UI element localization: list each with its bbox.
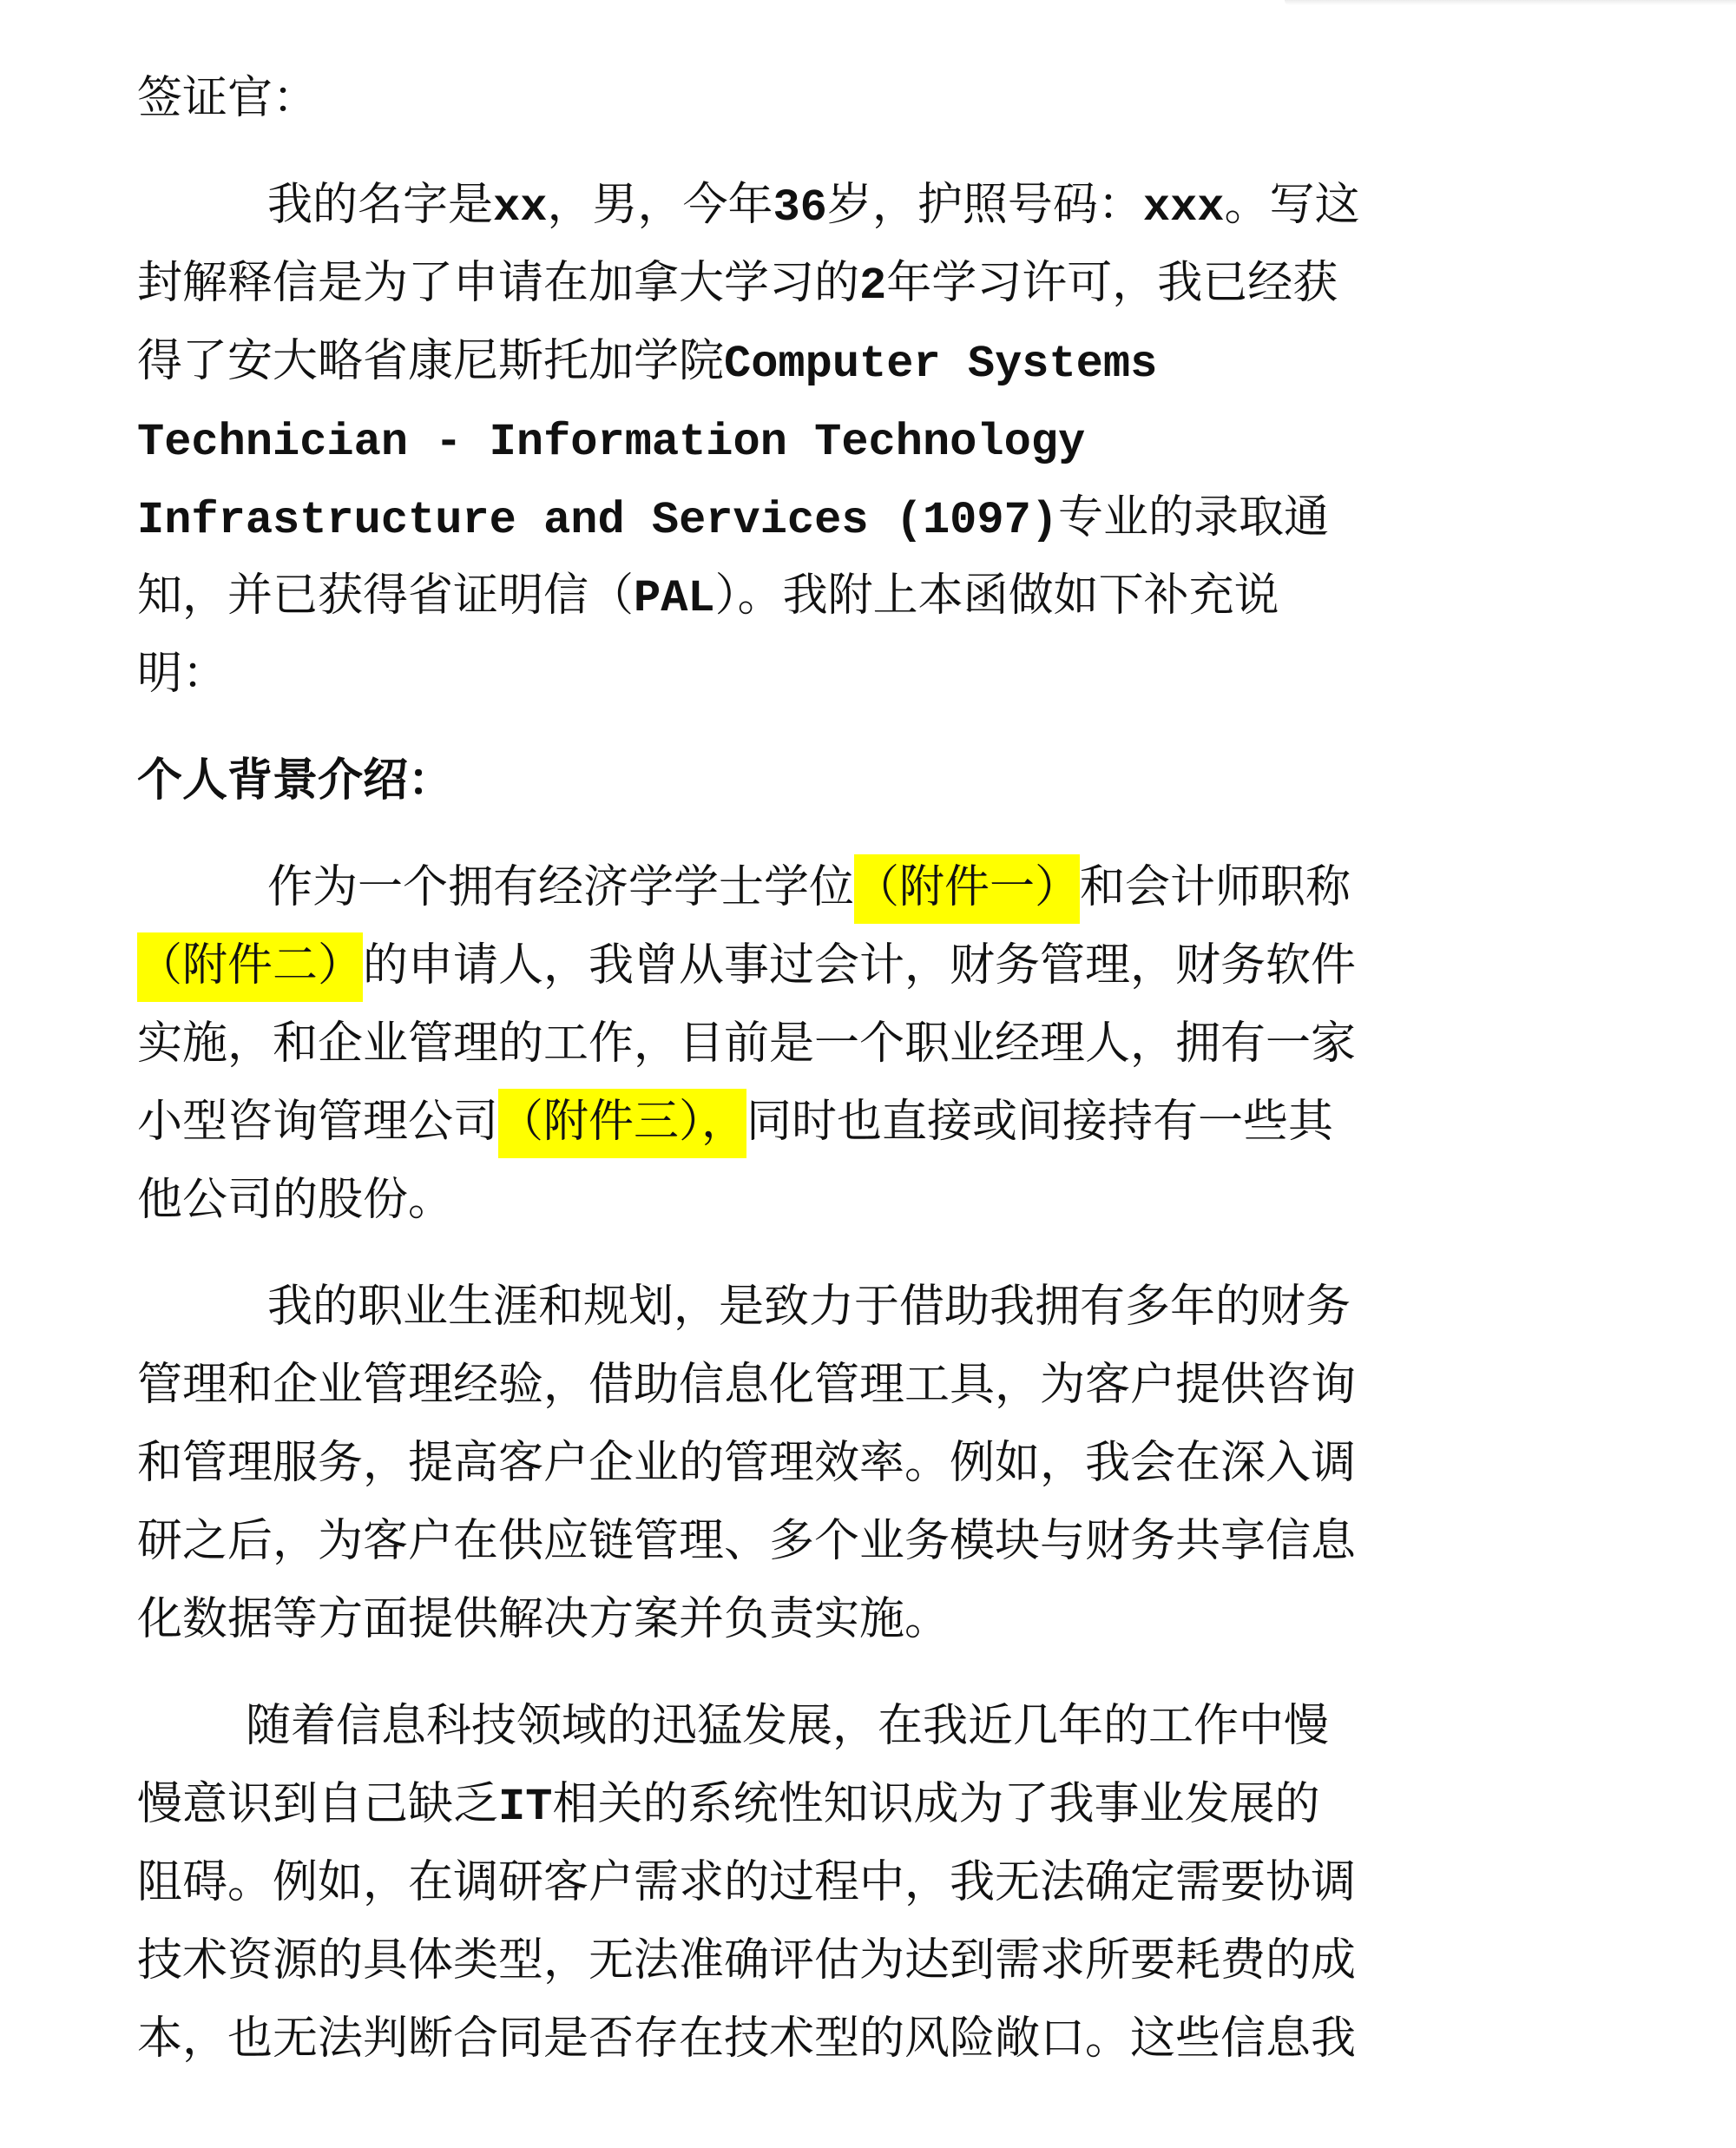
text-segment: 技术资源的具体类型，无法准确评估为达到需求所要耗费的成 <box>137 1934 1357 1987</box>
text-line <box>137 557 1595 635</box>
text-line <box>137 1580 1595 1658</box>
text-segment: 同时也直接或间接持有一些其 <box>746 1096 1334 1148</box>
paragraph <box>137 166 1595 713</box>
text-segment: 管理和企业管理经验，借助信息化管理工具，为客户提供咨询 <box>137 1359 1357 1411</box>
text-segment: 相关的系统性知识成为了我事业发展的 <box>552 1778 1320 1830</box>
text-line <box>137 478 1595 557</box>
letter-document <box>137 59 1595 2106</box>
text-segment: 得了安大略省康尼斯托加学院 <box>137 335 725 387</box>
text-line <box>137 322 1595 400</box>
text-segment: 阻碍。例如，在调研客户需求的过程中，我无法确定需要协调 <box>137 1856 1357 1908</box>
text-segment: 封解释信是为了申请在加拿大学习的 <box>137 257 860 309</box>
latin-text: PAL <box>634 573 715 624</box>
text-line <box>137 166 1595 244</box>
paragraph <box>137 848 1595 1239</box>
text-line <box>137 1161 1595 1239</box>
text-segment: 化数据等方面提供解决方案并负责实施。 <box>137 1593 950 1645</box>
text-segment: 明： <box>137 648 228 700</box>
text-segment: 和会计师职称 <box>1080 861 1351 913</box>
text-segment: 的申请人，我曾从事过会计，财务管理，财务软件 <box>363 939 1357 992</box>
latin-text: Technician - Information Technology <box>137 417 1086 468</box>
text-line <box>137 1424 1595 1502</box>
section-heading <box>137 741 1595 820</box>
text-line <box>137 1005 1595 1083</box>
text-segment: 专业的录取通 <box>1057 491 1329 544</box>
text-segment: 小型咨询管理公司 <box>137 1096 499 1148</box>
text-segment: 研之后，为客户在供应链管理、多个业务模块与财务共享信息 <box>137 1515 1357 1567</box>
text-segment: 慢意识到自己缺乏 <box>137 1778 499 1830</box>
text-segment: 本，也无法判断合同是否存在技术型的风险敞口。这些信息我 <box>137 2013 1357 2065</box>
highlighted-attachment-ref: （附件二） <box>137 932 363 1002</box>
text-segment: 他公司的股份。 <box>137 1174 454 1226</box>
latin-text: 2 <box>859 260 887 312</box>
text-segment: ，男，今年 <box>547 179 773 231</box>
latin-text: Computer Systems <box>724 339 1158 390</box>
text-line <box>137 1765 1595 1843</box>
text-line <box>137 400 1595 478</box>
text-segment: 知，并已获得省证明信（ <box>137 570 635 622</box>
text-segment: 作为一个拥有经济学学士学位 <box>267 861 855 913</box>
text-line <box>137 926 1595 1005</box>
text-segment: 实施，和企业管理的工作，目前是一个职业经理人，拥有一家 <box>137 1018 1357 1070</box>
latin-text: xxx <box>1142 182 1225 234</box>
top-edge-shadow <box>1285 0 1736 5</box>
text-segment: 签证官： <box>137 72 319 124</box>
text-line <box>137 59 1595 137</box>
text-line <box>137 1083 1595 1161</box>
highlighted-attachment-ref: （附件三）， <box>498 1089 746 1158</box>
text-line <box>137 741 1595 820</box>
text-line <box>137 1346 1595 1424</box>
text-segment: 随着信息科技领域的迅猛发展，在我近几年的工作中慢 <box>246 1700 1330 1752</box>
text-segment: 和管理服务，提高客户企业的管理效率。例如，我会在深入调 <box>137 1437 1357 1489</box>
latin-text: Infrastructure and Services (1097) <box>137 495 1058 546</box>
text-line <box>137 635 1595 713</box>
text-segment: 我的职业生涯和规划，是致力于借助我拥有多年的财务 <box>267 1281 1351 1333</box>
paragraph <box>137 1687 1595 2078</box>
text-segment: 岁，护照号码： <box>826 179 1143 231</box>
latin-text: xx <box>493 182 548 234</box>
latin-text: 36 <box>773 182 827 234</box>
text-line <box>137 1502 1595 1580</box>
text-segment: ）。我附上本函做如下补充说 <box>714 570 1279 622</box>
text-line <box>137 1268 1595 1346</box>
text-line <box>137 244 1595 322</box>
latin-text: IT <box>498 1782 553 1833</box>
highlighted-attachment-ref: （附件一） <box>854 854 1080 924</box>
text-line <box>137 2000 1595 2078</box>
paragraph <box>137 1268 1595 1658</box>
text-segment: 个人背景介绍： <box>137 754 454 807</box>
text-segment: 年学习许可，我已经获 <box>886 257 1338 309</box>
salutation <box>137 59 1595 137</box>
text-line <box>137 848 1595 926</box>
text-segment: 。写这 <box>1224 179 1360 231</box>
text-line <box>137 1687 1595 1765</box>
text-segment: 我的名字是 <box>267 179 494 231</box>
text-line <box>137 1921 1595 2000</box>
text-line <box>137 1843 1595 1921</box>
